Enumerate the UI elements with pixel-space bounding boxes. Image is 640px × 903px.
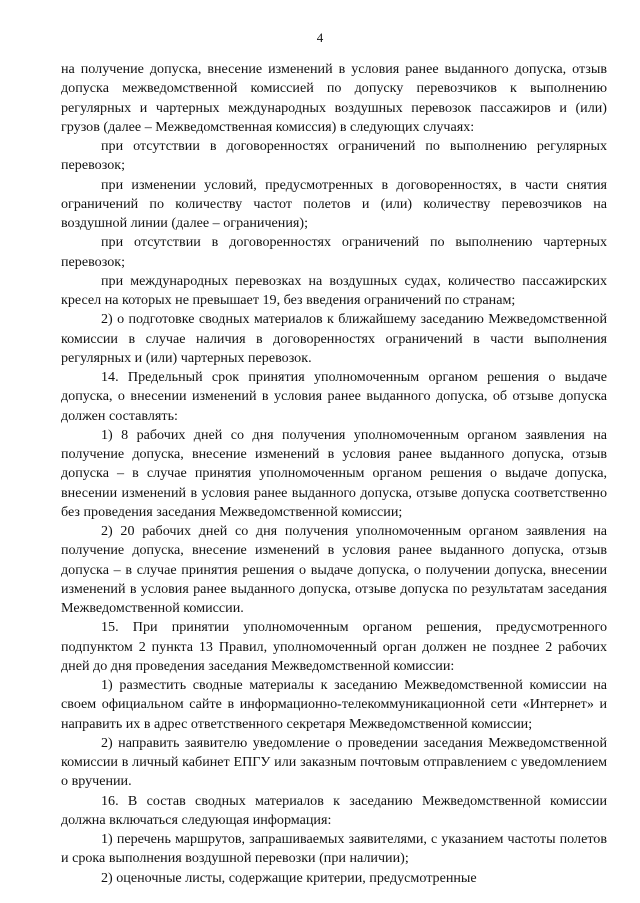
paragraph: при отсутствии в договоренностях ограничений по выполнению чартерных перевозок; bbox=[61, 234, 607, 270]
paragraph: 2) оценочные листы, содержащие критерии, предусмотренные bbox=[101, 869, 477, 886]
paragraph: 1) разместить сводные материалы к заседанию Межведомственной комиссии на своем официальном сайте в информационно-телекоммуникационной сети «Интернет» и направить их в адрес ответственного секретаря Межведомственной комиссии; bbox=[61, 677, 607, 732]
paragraph: 1) 8 рабочих дней со дня получения уполномоченным органом заявления на получение допуска, внесение изменений в условия ранее выданного допуска, отзыв допуска – в случае принятия уполномоченным органом решения о выдаче допуска, внесении изменений в условия ранее выданного допуска, отзыве допуска соответственно без проведения заседания Межведомственной комиссии; bbox=[61, 426, 607, 520]
paragraph: на получение допуска, внесение изменений в условия ранее выданного допуска, отзыв допуска межведомственной комиссией по допуску перевозчиков к выполнению регулярных и чартерных международных воздушных перевозок пассажиров и (или) грузов (далее – Межведомственная комиссия) в следующих случаях: bbox=[61, 61, 607, 135]
paragraph: 15. При принятии уполномоченным органом решения, предусмотренного подпунктом 2 пункта 13 Правил, уполномоченный орган должен не позднее 2 рабочих дней до дня проведения заседания Межведомственной комиссии: bbox=[61, 619, 607, 674]
document-body bbox=[61, 60, 607, 888]
paragraph: 2) направить заявителю уведомление о проведении заседания Межведомственной комиссии в личный кабинет ЕПГУ или заказным почтовым отправлением с уведомлением о вручении. bbox=[61, 734, 607, 790]
paragraph: при изменении условий, предусмотренных в договоренностях, в части снятия ограничений по количеству частот полетов и (или) количеству перевозчиков на воздушной линии (далее – ограничения); bbox=[61, 176, 607, 231]
paragraph: 2) о подготовке сводных материалов к ближайшему заседанию Межведомственной комиссии в случае наличия в договоренностях ограничений в части выполнения регулярных и (или) чартерных перевозок. bbox=[61, 311, 607, 366]
paragraph: при международных перевозках на воздушных судах, количество пассажирских кресел на которых не превышает 19, без введения ограничений по странам; bbox=[61, 272, 607, 308]
paragraph: при отсутствии в договоренностях ограничений по выполнению регулярных перевозок; bbox=[61, 138, 607, 174]
paragraph: 2) 20 рабочих дней со дня получения уполномоченным органом заявления на получение допуска, внесение изменений в условия ранее выданного допуска, отзыв допуска – в случае принятия решения о выдаче допуска, о получении допуска, внесении изменений в условия ранее выданного допуска, отзыве допуска по результатам заседания Межведомственной комиссии. bbox=[61, 523, 607, 616]
page-number: 4 bbox=[316, 30, 324, 45]
paragraph: 14. Предельный срок принятия уполномоченным органом решения о выдаче допуска, о внесении изменений в условия ранее выданного допуска, об отзыве допуска должен составлять: bbox=[61, 369, 607, 424]
paragraph: 1) перечень маршрутов, запрашиваемых заявителями, с указанием частоты полетов и срока выполнения воздушной перевозки (при наличии); bbox=[61, 831, 607, 867]
paragraph: 16. В состав сводных материалов к заседанию Межведомственной комиссии должна включаться следующая информация: bbox=[61, 792, 607, 828]
